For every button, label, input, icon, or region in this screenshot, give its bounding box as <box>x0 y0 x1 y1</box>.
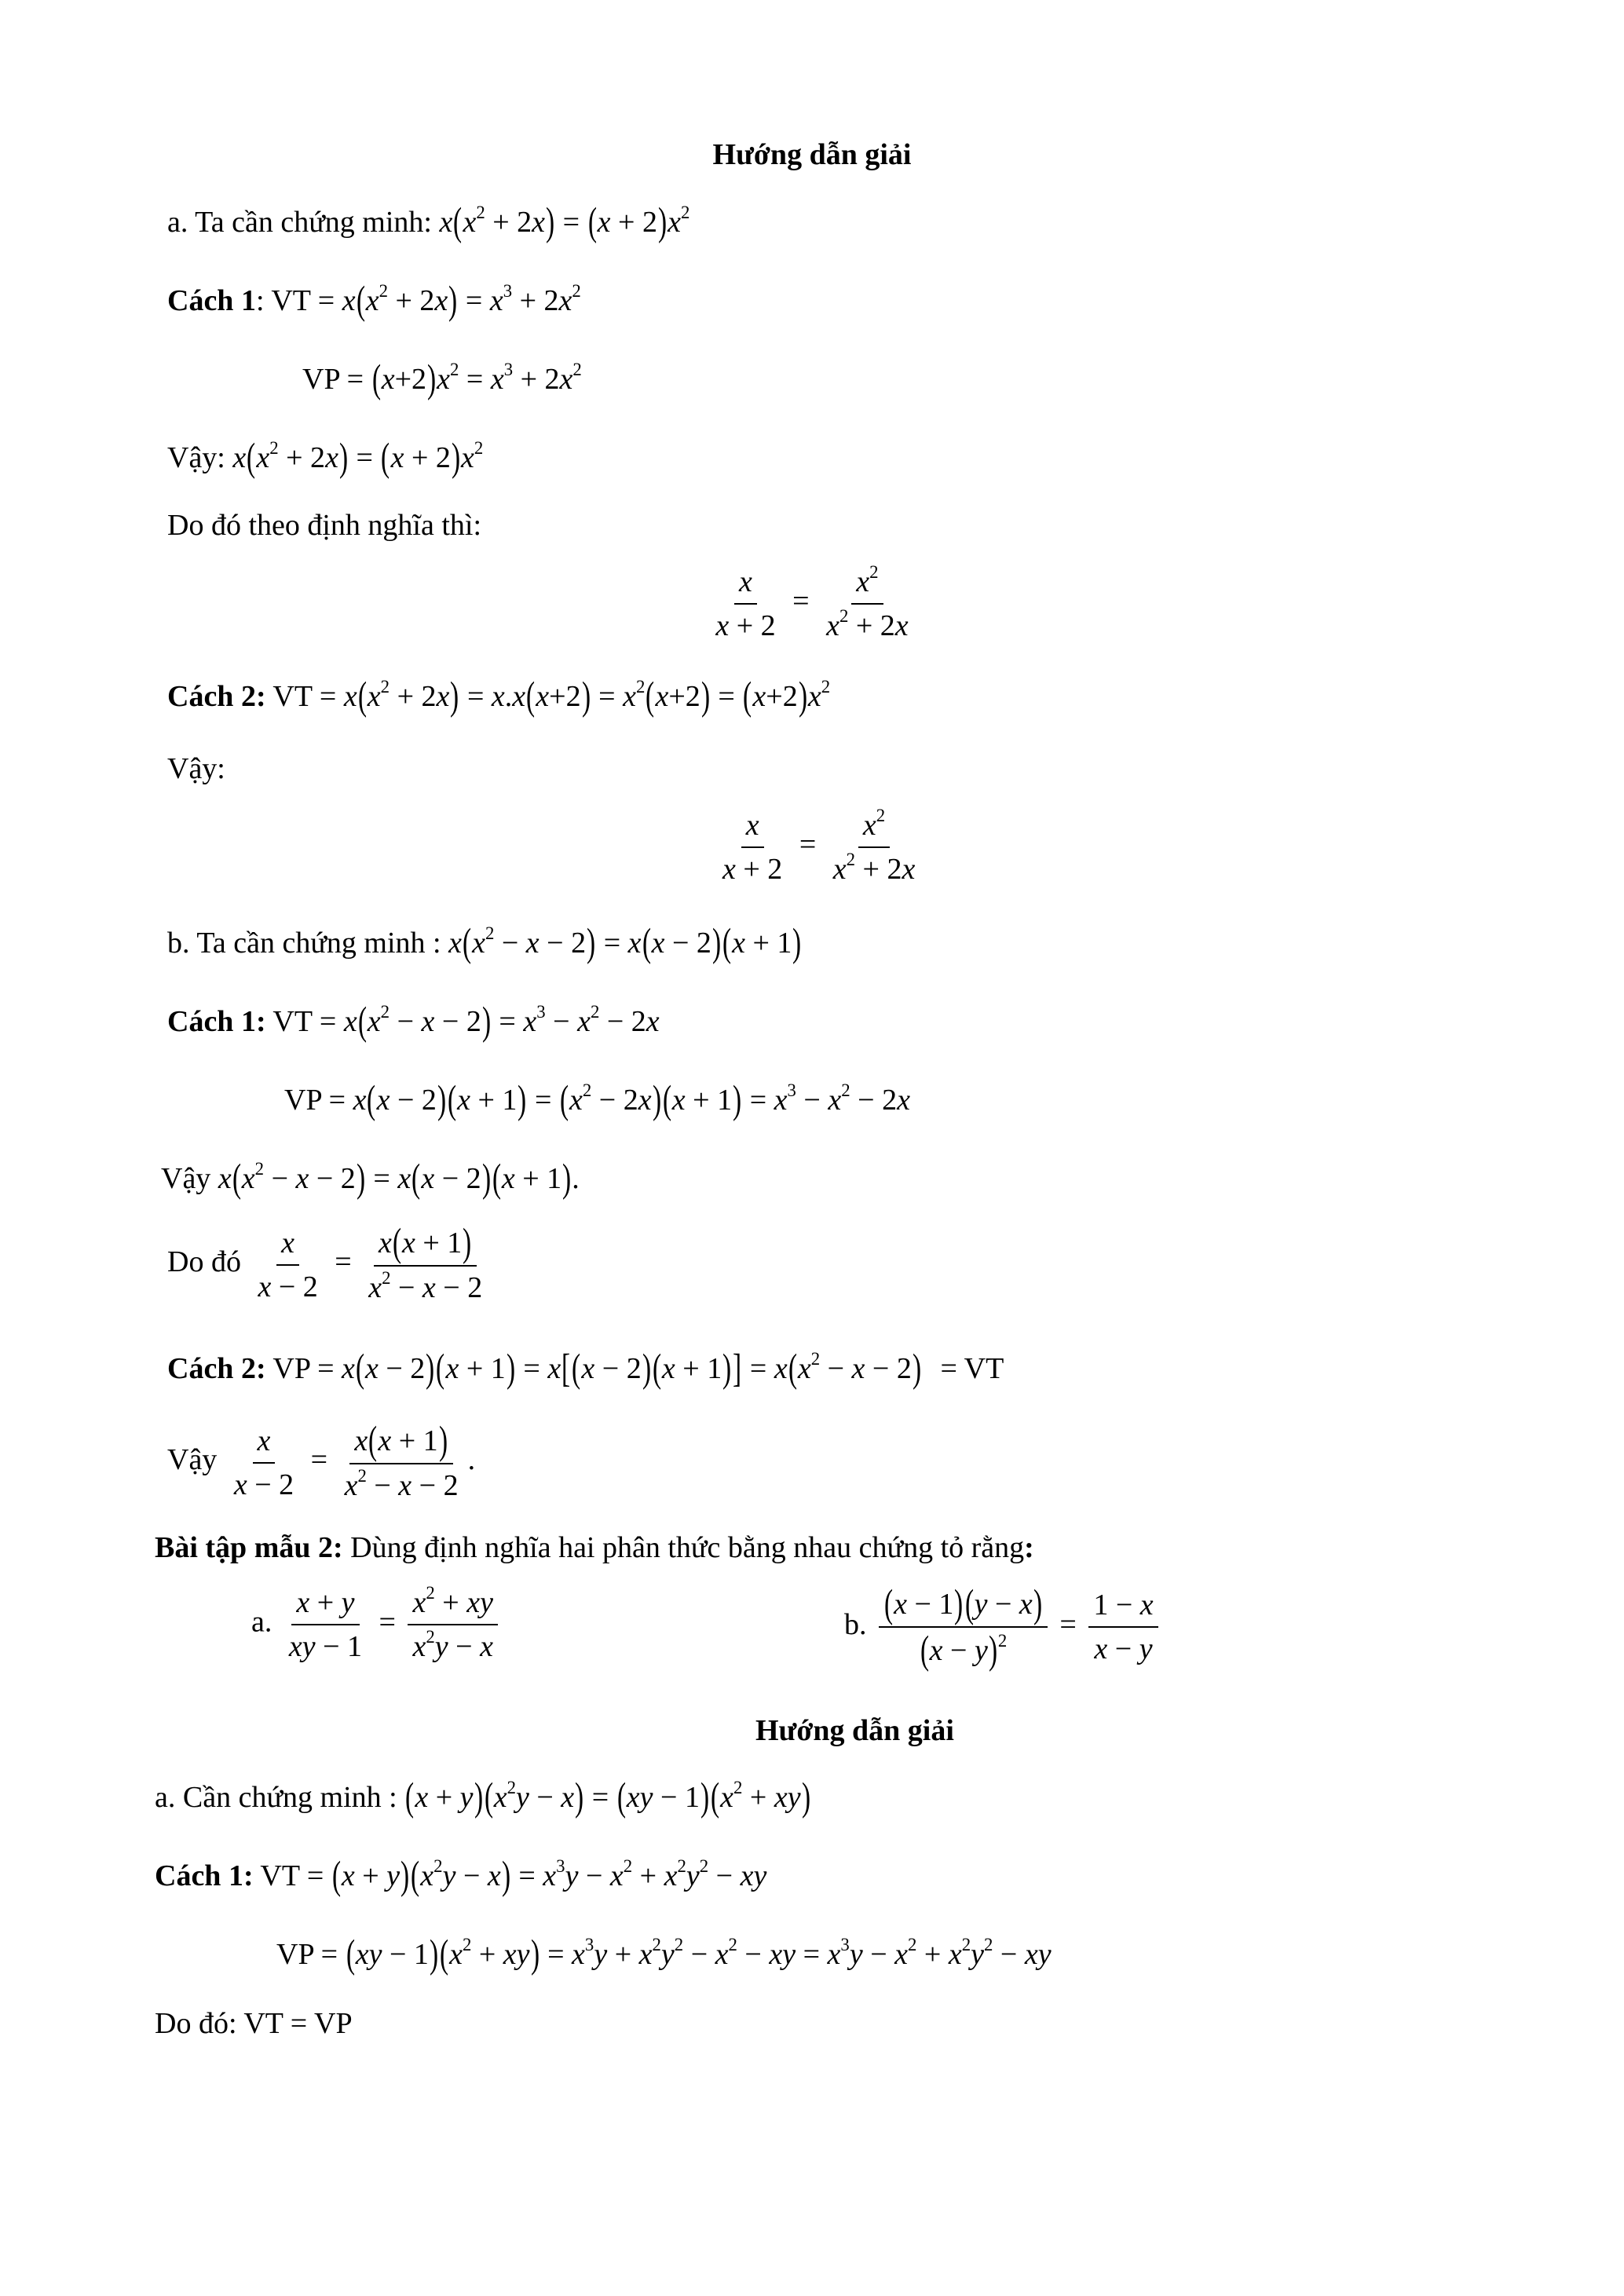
a-method2-vt: Cách 2: VT = $x(x^2 + 2x) = x.x(x+2) = x^2(x+2) = (x+2)x^2$ <box>167 674 831 718</box>
a-conclusion-1: Vậy: $x(x^2 + 2x) = (x + 2)x^2$ <box>167 435 484 480</box>
part-a-statement: a. Ta cần chứng minh: $x(x^2 + 2x) = (x + 2)x^2$ <box>167 199 690 244</box>
a-fraction-equality-2: $\frac{x}{x + 2}$ = $\frac{x^2}{x^2 + 2x}$ <box>722 805 916 886</box>
a-method1-vp: VP = $(x+2)x^2 = x^3 + 2x^2$ <box>302 356 582 401</box>
g2-method1-vt: Cách 1: VT = $(x + y)(x^2y - x) = x^3y - x^2 + x^2y^2$ − xy <box>155 1853 767 1898</box>
a-method1-vt: Cách 1: VT = $x(x^2 + 2x) = x^3 + 2x^2$ <box>167 278 581 323</box>
b-method1-vp: VP = $x(x - 2)(x + 1) = (x^2 - 2x)(x + 1) = x^3 - x^2 - 2x$ <box>284 1077 910 1122</box>
formula-a: $x(x^2 + 2x) = (x + 2)x^2$ <box>439 199 690 244</box>
section-title-2: Hướng dẫn giải <box>755 1714 954 1747</box>
a-conclusion-2: Vậy: <box>167 752 225 785</box>
part-b-statement: b. Ta cần chứng minh : $x(x^2 - x - 2) = x(x - 2)(x + 1)$ <box>167 920 802 965</box>
b-conclusion-2: Vậy $\frac{x}{x - 2}$ = $\frac{x(x + 1)}{x^2 - x - 2}$ . <box>167 1418 476 1503</box>
b-therefore: Do đó $\frac{x}{x - 2}$ = $\frac{x(x + 1)}{x^2 - x - 2}$ <box>167 1220 483 1305</box>
g2-part-a-statement: a. Cần chứng minh : $(x + y)(x^2y - x) = (xy - 1)(x^2 + xy)$ <box>155 1775 810 1819</box>
b-conclusion-1: Vậy $x(x^2 - x - 2) = x(x - 2)(x + 1)$. <box>161 1156 580 1201</box>
g2-conclusion: Do đó: VT = VP <box>155 2007 353 2040</box>
a-fraction-equality-1: $\frac{x}{x + 2}$ = $\frac{x^2}{x^2 + 2x}$ <box>715 561 909 642</box>
a-therefore: Do đó theo định nghĩa thì: <box>167 509 482 542</box>
exercise-2-a: a. $\frac{x + y}{xy - 1}$ = $\frac{x^2 + xy}{x^2y - x}$ <box>251 1586 503 1663</box>
exercise-2-b: b. $\frac{(x - 1)(y - x)}{(x - y)^2}$ = $\frac{1 - x}{x - y}$ <box>844 1586 1163 1668</box>
section-title: Hướng dẫn giải <box>712 138 912 171</box>
b-method1-vt: Cách 1: VT = $x(x^2 - x - 2) = x^3 - x^2 - 2x$ <box>167 999 660 1044</box>
g2-method1-vp: VP = $(xy - 1)(x^2 + xy) = x^3y + x^2y^2 - x^2$ − xy = $x^3y - x^2 + x^2y^2$ − xy <box>276 1932 1052 1976</box>
b-method2-vp: Cách 2: VP = $x(x - 2)(x + 1) = x[(x - 2)(x + 1)] = x(x^2 - x - 2)$ = VT <box>167 1346 1004 1391</box>
exercise-2-statement: Bài tập mẫu 2: Dùng định nghĩa hai phân thức bằng nhau chứng tỏ rằng: <box>155 1531 1034 1564</box>
